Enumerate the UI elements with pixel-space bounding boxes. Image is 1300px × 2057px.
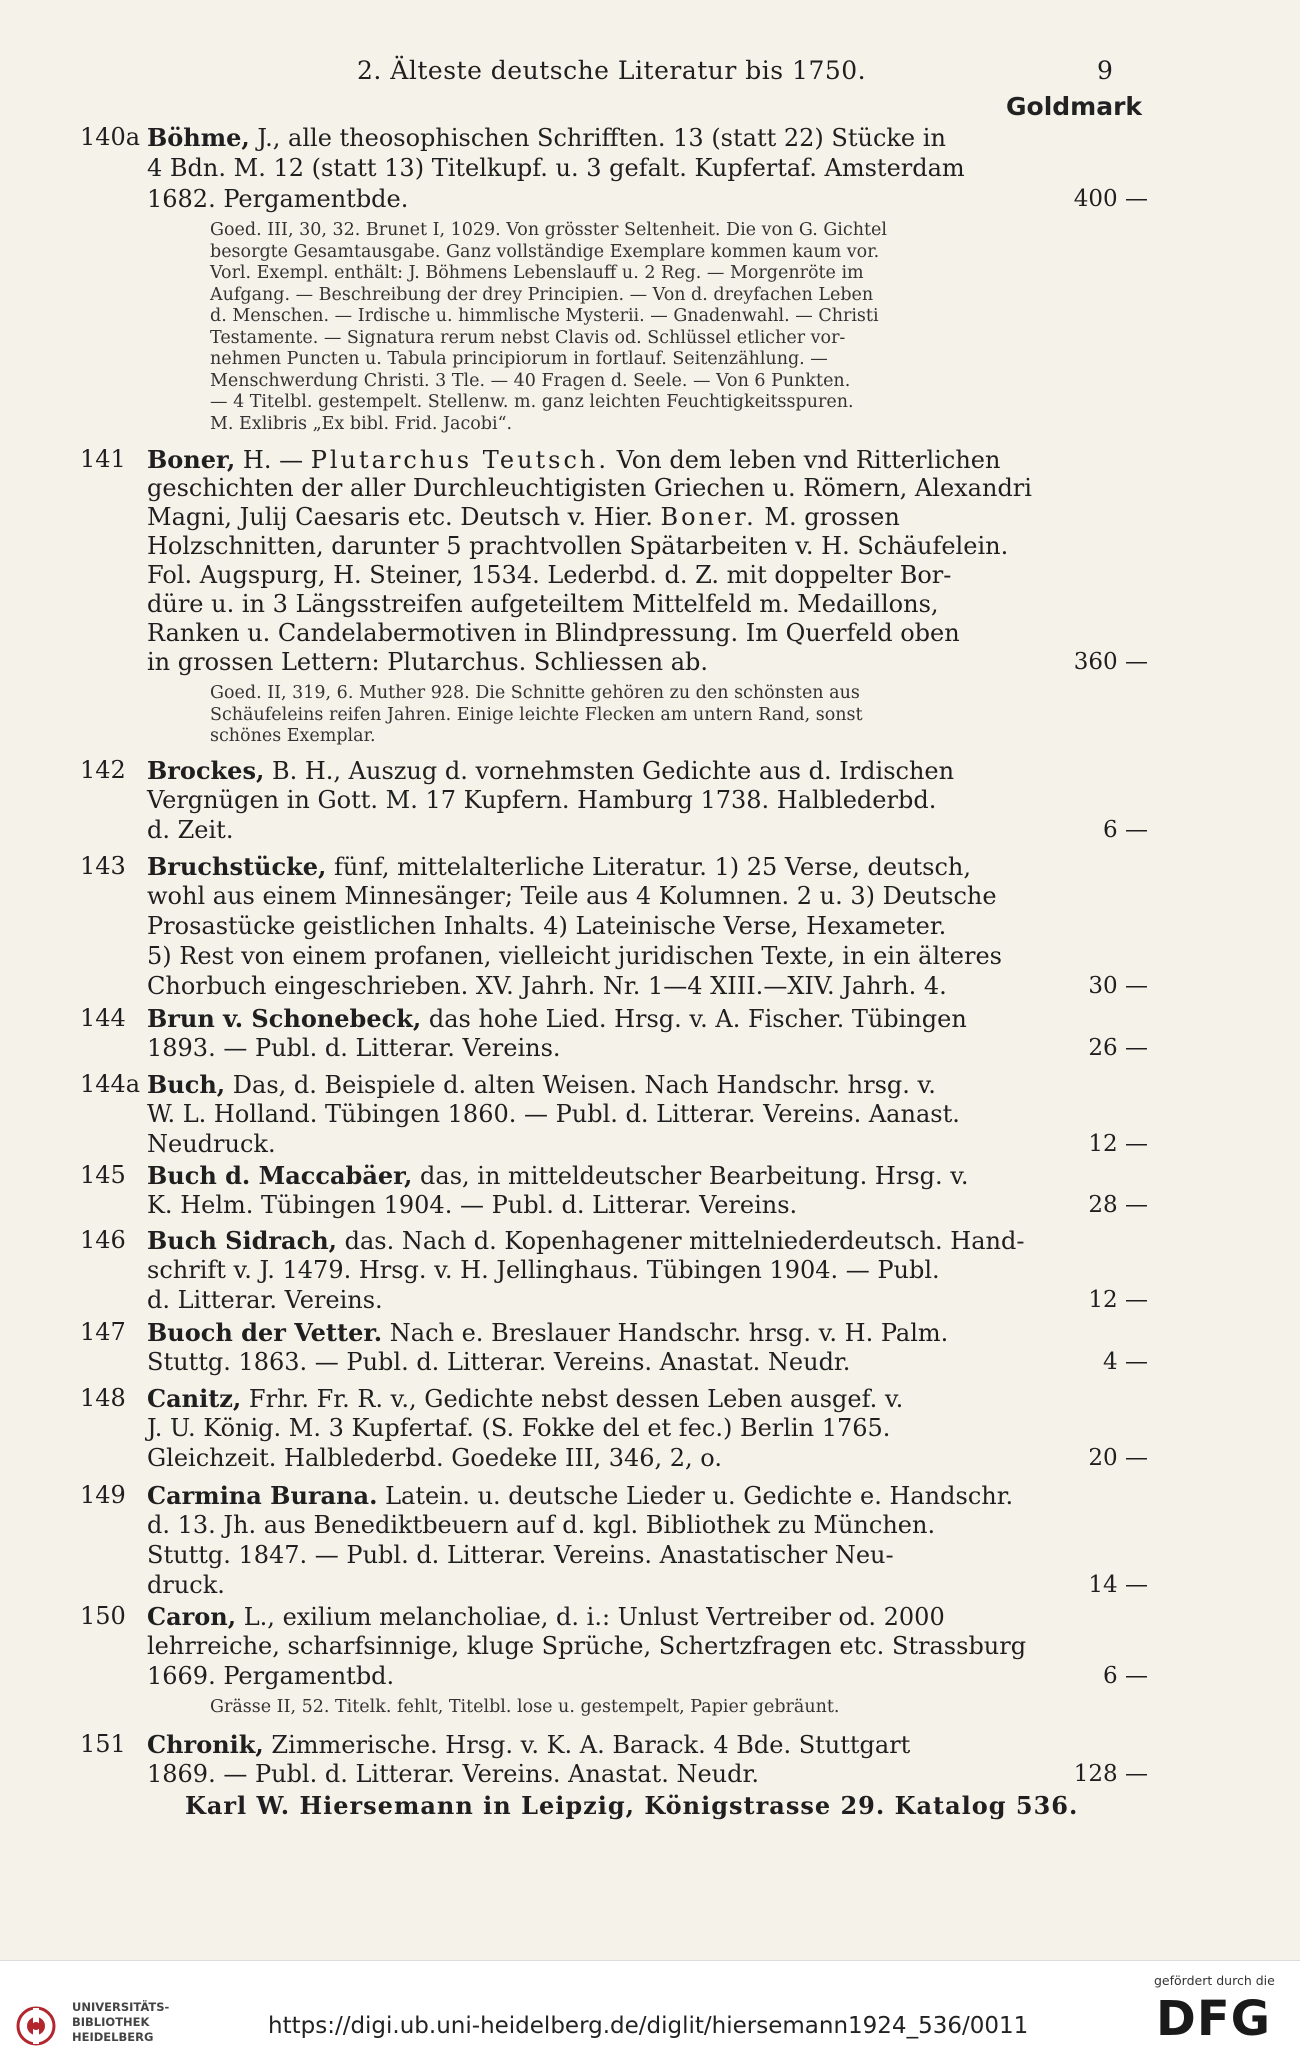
entry-note: Vorl. Exempl. enthält: J. Böhmens Lebenslauff u. 2 Reg. — Morgenröte im [210, 263, 864, 283]
entry-line: 1893. — Publ. d. Litterar. Vereins. [147, 1034, 561, 1062]
entry-price: 30 — [1088, 973, 1148, 999]
entry-line: 1669. Pergamentbd. [147, 1662, 395, 1690]
entry-author: Buch Sidrach, [147, 1226, 337, 1255]
entry-price: 14 — [1088, 1572, 1148, 1598]
permalink-url[interactable]: https://digi.ub.uni-heidelberg.de/diglit/hiersemann1924_536/0011 [268, 2013, 1029, 2039]
entry-price: 28 — [1088, 1192, 1148, 1218]
entry-line: Ranken u. Candelabermotiven in Blindpressung. Im Querfeld oben [147, 619, 960, 647]
entry-line: Vergnügen in Gott. M. 17 Kupfern. Hamburg 1738. Halblederbd. [147, 786, 937, 814]
entry-line: Gleichzeit. Halblederbd. Goedeke III, 346, 2, o. [147, 1444, 722, 1472]
entry-price: 6 — [1103, 1663, 1148, 1689]
entry-note: schönes Exemplar. [210, 726, 376, 746]
entry-line: Magni, Julij Caesaris etc. Deutsch v. Hier. Boner. M. grossen [147, 503, 900, 531]
entry-author: Buoch der Vetter. [147, 1318, 383, 1347]
entry-price: 400 — [1073, 186, 1148, 212]
running-title: 2. Älteste deutsche Literatur bis 1750. [357, 56, 867, 85]
entry-line: in grossen Lettern: Plutarchus. Schliessen ab. [147, 648, 708, 676]
entry-line: wohl aus einem Minnesänger; Teile aus 4 Kolumnen. 2 u. 3) Deutsche [147, 882, 997, 910]
entry-line: schrift v. J. 1479. Hrsg. v. H. Jellinghaus. Tübingen 1904. — Publ. [147, 1256, 940, 1284]
entry-price: 20 — [1088, 1445, 1148, 1471]
entry-line: Buch Sidrach, das. Nach d. Kopenhagener mittelniederdeutsch. Hand- [147, 1226, 1025, 1255]
entry-number: 150 [80, 1602, 126, 1630]
viewer-bottom-bar [0, 1960, 1300, 2057]
entry-author: Canitz, [147, 1384, 242, 1413]
entry-number: 151 [80, 1730, 126, 1758]
entry-price: 26 — [1088, 1035, 1148, 1061]
entry-line: 1682. Pergamentbde. [147, 185, 409, 213]
entry-price: 6 — [1103, 817, 1148, 843]
entry-note: Schäufeleins reifen Jahren. Einige leichte Flecken am untern Rand, sonst [210, 704, 863, 725]
entry-line: d. 13. Jh. aus Benediktbeuern auf d. kgl. Bibliothek zu München. [147, 1511, 936, 1539]
entry-price: 4 — [1103, 1349, 1148, 1375]
entry-note: Aufgang. — Beschreibung der drey Principien. — Von d. dreyfachen Leben [210, 284, 874, 305]
entry-line: Neudruck. [147, 1130, 276, 1158]
entry-line: Canitz, Frhr. Fr. R. v., Gedichte nebst dessen Leben ausgef. v. [147, 1384, 904, 1413]
entry-line: lehrreiche, scharfsinnige, kluge Sprüche, Schertzfragen etc. Strassburg [147, 1632, 1027, 1660]
entry-line: geschichten der aller Durchleuchtigisten Griechen u. Römern, Alexandri [147, 474, 1032, 502]
entry-line: Boner, H. — Plutarchus Teutsch. Von dem leben vnd Ritterlichen [147, 445, 1001, 474]
entry-line: Carmina Burana. Latein. u. deutsche Lieder u. Gedichte e. Handschr. [147, 1481, 1014, 1510]
entry-line: Fol. Augspurg, H. Steiner, 1534. Lederbd. d. Z. mit doppelter Bor- [147, 561, 952, 589]
entry-number: 148 [80, 1384, 126, 1412]
entry-line: druck. [147, 1571, 225, 1599]
entry-price: 360 — [1073, 649, 1148, 675]
entry-line: Caron, L., exilium melancholiae, d. i.: Unlust Vertreiber od. 2000 [147, 1602, 945, 1631]
entry-number: 147 [80, 1318, 126, 1346]
entry-line: Prosastücke geistlichen Inhalts. 4) Lateinische Verse, Hexameter. [147, 912, 947, 940]
funding-label: gefördert durch die [1154, 1973, 1275, 1988]
entry-note: nehmen Puncten u. Tabula principiorum in fortlauf. Seitenzählung. — [210, 349, 828, 369]
entry-price: 12 — [1088, 1131, 1148, 1157]
entry-line: Stuttg. 1863. — Publ. d. Litterar. Vereins. Anastat. Neudr. [147, 1348, 851, 1376]
entry-number: 144 [80, 1004, 126, 1032]
entry-line: Buch, Das, d. Beispiele d. alten Weisen. Nach Handschr. hrsg. v. [147, 1070, 936, 1099]
entry-author: Boner, [147, 445, 236, 474]
entry-author: Buch, [147, 1070, 226, 1099]
entry-line: Chronik, Zimmerische. Hrsg. v. K. A. Barack. 4 Bde. Stuttgart [147, 1730, 911, 1759]
entry-line: Brockes, B. H., Auszug d. vornehmsten Gedichte aus d. Irdischen [147, 756, 955, 785]
entry-number: 149 [80, 1481, 126, 1509]
page-header [0, 50, 1300, 96]
entry-number: 142 [80, 756, 126, 784]
entry-line: Buoch der Vetter. Nach e. Breslauer Handschr. hrsg. v. H. Palm. [147, 1318, 949, 1347]
entry-line: 5) Rest von einem profanen, vielleicht juridischen Texte, in ein älteres [147, 942, 1002, 970]
entry-line: Holzschnitten, darunter 5 prachtvollen Spätarbeiten v. H. Schäufelein. [147, 532, 1009, 560]
page-number: 9 [1097, 56, 1113, 85]
entry-line: 1869. — Publ. d. Litterar. Vereins. Anastat. Neudr. [147, 1760, 759, 1788]
entry-note: Goed. III, 30, 32. Brunet I, 1029. Von grösster Seltenheit. Die von G. Gichtel [210, 220, 887, 240]
library-name: UNIVERSITÄTS- BIBLIOTHEK HEIDELBERG [72, 2000, 170, 2044]
entry-number: 140a [80, 123, 141, 151]
entry-number: 145 [80, 1161, 126, 1189]
entry-line: Buch d. Maccabäer, das, in mitteldeutscher Bearbeitung. Hrsg. v. [147, 1161, 969, 1190]
entry-line: J. U. König. M. 3 Kupfertaf. (S. Fokke del et fec.) Berlin 1765. [147, 1414, 891, 1442]
entry-line: d. Zeit. [147, 816, 234, 844]
entry-line: 4 Bdn. M. 12 (statt 13) Titelkupf. u. 3 gefalt. Kupfertaf. Amsterdam [147, 154, 965, 182]
entry-note: besorgte Gesamtausgabe. Ganz vollständige Exemplare kommen kaum vor. [210, 241, 880, 262]
entry-number: 144a [80, 1070, 141, 1098]
entry-number: 141 [80, 445, 126, 473]
entry-author: Brockes, [147, 756, 265, 785]
entry-line: d. Litterar. Vereins. [147, 1286, 383, 1314]
entry-author: Brun v. Schonebeck, [147, 1004, 422, 1033]
entry-price: 128 — [1073, 1761, 1148, 1787]
entry-line: düre u. in 3 Längsstreifen aufgeteiltem Mittelfeld m. Medaillons, [147, 590, 939, 618]
entry-note: M. Exlibris „Ex bibl. Frid. Jacobi“. [210, 413, 513, 434]
entry-line: Bruchstücke, fünf, mittelalterliche Literatur. 1) 25 Verse, deutsch, [147, 852, 972, 881]
entry-note: Menschwerdung Christi. 3 Tle. — 40 Fragen d. Seele. — Von 6 Punkten. [210, 370, 851, 391]
price-stamp: Goldmark [1006, 92, 1143, 121]
entry-line: Chorbuch eingeschrieben. XV. Jahrh. Nr. 1—4 XIII.—XIV. Jahrh. 4. [147, 972, 947, 1000]
entry-note: d. Menschen. — Irdische u. himmlische Mysterii. — Gnadenwahl. — Christi [210, 306, 879, 326]
entry-author: Bruchstücke, [147, 852, 327, 881]
entry-line: Stuttg. 1847. — Publ. d. Litterar. Vereins. Anastatischer Neu- [147, 1541, 894, 1569]
catalog-footer: Karl W. Hiersemann in Leipzig, Königstrasse 29. Katalog 536. [185, 1791, 1079, 1820]
entry-number: 146 [80, 1226, 126, 1254]
entry-price: 12 — [1088, 1287, 1148, 1313]
entry-line: Brun v. Schonebeck, das hohe Lied. Hrsg. v. A. Fischer. Tübingen [147, 1004, 967, 1033]
entry-line: K. Helm. Tübingen 1904. — Publ. d. Litterar. Vereins. [147, 1191, 798, 1219]
entry-author: Chronik, [147, 1730, 264, 1759]
entry-line: W. L. Holland. Tübingen 1860. — Publ. d. Litterar. Vereins. Aanast. [147, 1100, 960, 1128]
entry-note: Testamente. — Signatura rerum nebst Clavis od. Schlüssel etlicher vor- [210, 327, 846, 348]
entry-note: Grässe II, 52. Titelk. fehlt, Titelbl. lose u. gestempelt, Papier gebräunt. [210, 1697, 840, 1717]
entry-number: 143 [80, 852, 126, 880]
dfg-logo: DFG [1156, 1991, 1272, 2047]
entry-note: — 4 Titelbl. gestempelt. Stellenw. m. ganz leichten Feuchtigkeitsspuren. [210, 392, 854, 412]
university-library-logo-icon [16, 2006, 56, 2046]
entry-note: Goed. II, 319, 6. Muther 928. Die Schnitte gehören zu den schönsten aus [210, 683, 860, 703]
entry-author: Caron, [147, 1602, 237, 1631]
entry-author: Böhme, [147, 123, 250, 152]
entry-author: Carmina Burana. [147, 1481, 378, 1510]
entry-line: Böhme, J., alle theosophischen Schrifften. 13 (statt 22) Stücke in [147, 123, 946, 152]
entry-author: Buch d. Maccabäer, [147, 1161, 413, 1190]
